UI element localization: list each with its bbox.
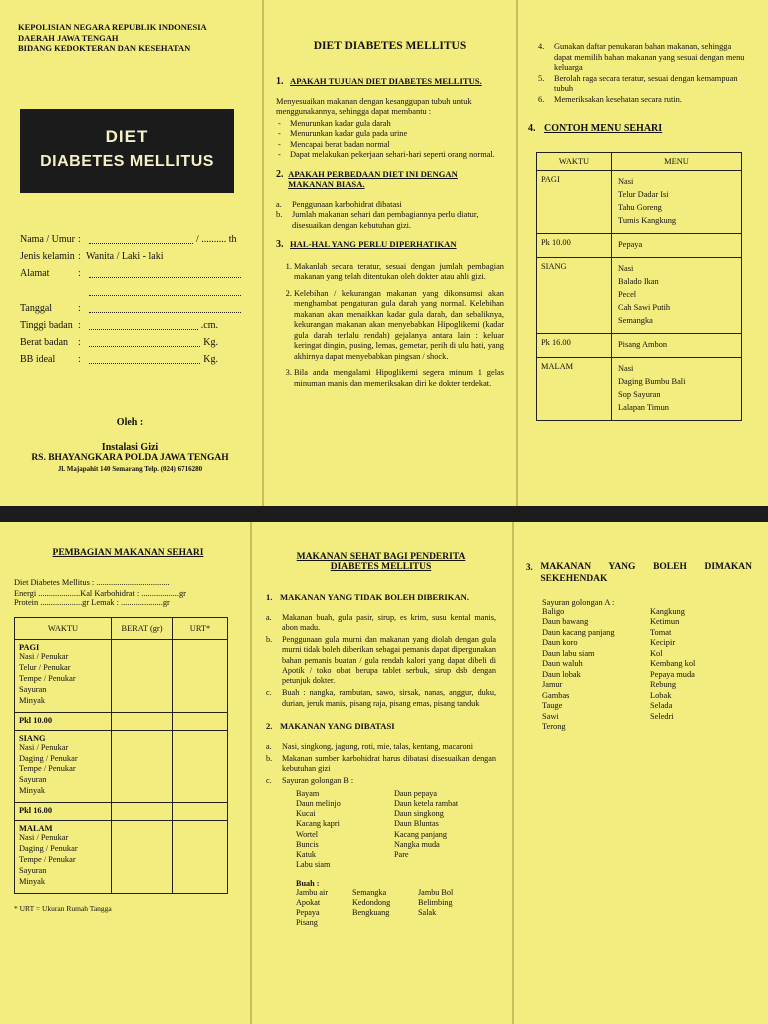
section-3-header: [526, 562, 752, 586]
col-berat: BERAT (gr): [112, 618, 173, 640]
attention-list-cont: [528, 42, 750, 105]
section-1-intro: Menyesuaikan makanan dengan kesanggupan tubuh untuk menggunakannya, sehingga dapat membantu :: [276, 96, 472, 116]
vegetable-item: Nangka muda: [394, 839, 440, 849]
portion-urt: [173, 803, 228, 821]
menu-item: Daging Bumbu Bali: [618, 376, 686, 386]
menu-item: Sop Sayuran: [618, 389, 661, 399]
fruit-title: Buah :: [296, 878, 320, 888]
item-text: Makanan buah, gula pasir, sirup, es krim, susu kental manis, abon madu.: [282, 612, 496, 632]
limited-list: [266, 742, 496, 787]
vegetable-item: Bayam: [296, 788, 320, 798]
portion-row: [15, 640, 228, 713]
item-text: Buah : nangka, rambutan, sawo, sirsak, nanas, anggur, duku, durian, jeruk manis, pisang raja, pisang emas, pisang tanduk: [282, 688, 496, 708]
portion-item: Sayuran: [19, 775, 47, 785]
portion-time-name: Pkl 16.00: [19, 806, 53, 816]
menu-item: Nasi: [618, 263, 634, 273]
vegetable-item: Jamur: [542, 680, 563, 690]
form-row: [20, 354, 244, 365]
vegetable-item: Rebung: [650, 680, 677, 690]
section-3-header: [276, 239, 504, 252]
vegetable-item: Daun labu siam: [542, 648, 595, 658]
portion-time: [15, 640, 112, 713]
section-number: 2.: [266, 720, 273, 731]
vegetable-item: Seledri: [650, 711, 674, 721]
cover-title-line2: DIABETES MELLITUS: [40, 153, 214, 170]
vegetable-item: Wortel: [296, 829, 319, 839]
section-title: CONTOH MENU SEHARI: [544, 123, 663, 134]
vegetable-item: Daun waluh: [542, 659, 583, 669]
menu-item: Balado Ikan: [618, 276, 659, 286]
form-value: Wanita / Laki - laki: [86, 251, 164, 262]
institution-header: [18, 22, 250, 54]
fruit-list: [296, 888, 496, 929]
vegetable-item: Pare: [394, 850, 409, 860]
form-dots: [89, 234, 193, 244]
attention-item: 2. Kelebihan / kekurangan makanan yang dikonsumsi akan menghambat pengaturan gula darah yang normal. Kelebihan makanan akan menaikkan kadar gula darah, dan sebaliknya, kekurangan makanan akan menyebabkan Hipoglikemi (kadar gula darah terlalu rendah) gejalanya antara lain : keluar keringat dingin, pusing, lemas, gemetar, perih di ulu hati, yang akhirnya dapat menyebabkan pingsan / shock.: [294, 289, 504, 363]
cover-title-block: [20, 109, 234, 193]
attention-item: 1. Makanlah secara teratur, sesuai dengan jumlah pembagian makanan yang telah ditentukan oleh dokter atau ahli gizi.: [294, 262, 504, 283]
item-text: Penggunaan gula murni dan makanan yang diolah dengan gula murni tidak boleh diberikan sebagai pemanis dapat dipergunakan bahan pemanis buatan / gula rendah kalori yang dapat dibeli di Apotik / toko obat berupa tablet serbuk, sirup dsb dengan petunjuk dokter.: [282, 635, 496, 686]
section-1-header: [276, 76, 504, 89]
attention-item: 3. Bila anda mengalami Hipoglikemi segera minum 1 gelas minuman manis dan memeriksakan diri ke dokter terdekat.: [294, 368, 504, 389]
portion-title: PEMBAGIAN MAKANAN SEHARI: [52, 548, 204, 558]
attention-item: [538, 95, 750, 106]
hospital-name: RS. BHAYANGKARA POLDA JAWA TENGAH: [31, 453, 229, 463]
menu-item: Lalapan Timun: [618, 402, 669, 412]
form-suffix: .cm.: [200, 320, 218, 331]
portion-item: Tempe / Penukar: [19, 764, 76, 774]
form-sep: :: [78, 303, 81, 314]
form-label: Jenis kelamin: [20, 251, 75, 262]
section-title: MAKANAN YANG DIBATASI: [280, 720, 395, 731]
vegetable-item: Buncis: [296, 839, 319, 849]
item-marker: c.: [266, 776, 272, 786]
portion-time-name: SIANG: [19, 733, 46, 743]
menu-item: Tumis Kangkung: [618, 215, 677, 225]
portion-time: [15, 803, 112, 821]
portion-row: [15, 730, 228, 803]
portion-weight: [112, 803, 173, 821]
form-sep: :: [78, 354, 81, 365]
portion-item: Daging / Penukar: [19, 753, 78, 763]
item-text: Jumlah makanan sehari dan pembagiannya perlu diatur, disesuaikan dengan kebutuhan gizi.: [292, 210, 479, 230]
section-number: 3.: [276, 239, 284, 251]
fold-line: [250, 522, 252, 1024]
goal-item: - Dapat melakukan pekerjaan sehari-hari seperti orang normal.: [290, 150, 504, 161]
goal-item: - Menurunkan kadar gula pada urine: [290, 129, 504, 140]
vegetable-item: Daun Bluntas: [394, 819, 439, 829]
portion-table: [14, 617, 228, 894]
vegetable-item: Kol: [650, 648, 663, 658]
panel-heading: DIET DIABETES MELLITUS: [313, 40, 467, 52]
section-4-header: [528, 123, 750, 136]
cover-title-line1: DIET: [105, 127, 149, 146]
vegetable-item: Sawi: [542, 711, 559, 721]
vegetable-item: Terong: [542, 722, 566, 732]
list-item: [266, 688, 496, 709]
menu-row: [537, 333, 742, 357]
form-dots: [89, 286, 241, 296]
item-number: 6.: [538, 94, 545, 104]
vegetable-item: Lobak: [650, 690, 672, 700]
portion-urt: [173, 730, 228, 803]
vegetable-item: Katuk: [296, 850, 317, 860]
goal-list: [276, 119, 504, 161]
vegetable-item: Baligo: [542, 606, 565, 616]
portion-row: [15, 821, 228, 894]
difference-list: [276, 200, 504, 232]
cover-footer: [18, 417, 242, 473]
vegetable-item: Daun ketela rambat: [394, 798, 459, 808]
portion-item: Tempe / Penukar: [19, 855, 76, 865]
portion-weight: [112, 821, 173, 894]
menu-time: SIANG: [537, 257, 612, 333]
menu-item: Pepaya: [618, 239, 643, 249]
item-marker: b.: [266, 753, 273, 763]
section-number: 3.: [526, 562, 533, 572]
form-dots: [89, 320, 198, 330]
portion-item: Minyak: [19, 876, 46, 886]
fold-line: [516, 0, 518, 506]
item-marker: a.: [266, 741, 272, 751]
section-title: APAKAH TUJUAN DIET DIABETES MELLITUS.: [290, 76, 482, 86]
fruit-item: Belimbing: [418, 897, 453, 907]
form-label: Alamat: [20, 268, 50, 279]
menu-row: [537, 257, 742, 333]
form-dots: [89, 354, 200, 364]
portion-time: [15, 712, 112, 730]
form-label: Nama / Umur: [20, 234, 75, 245]
footnote: * URT = Ukuran Rumah Tangga: [14, 903, 112, 913]
form-label: Tanggal: [20, 303, 53, 314]
item-text: Makanan sumber karbohidrat harus dibatasi disesuaikan dengan kebutuhan gizi: [282, 753, 496, 774]
portion-weight: [112, 712, 173, 730]
item-marker: a.: [266, 612, 272, 622]
form-row: [20, 303, 244, 314]
vegetable-item: Pepaya muda: [650, 669, 695, 679]
portion-item: Telur / Penukar: [19, 662, 71, 672]
form-suffix: Kg.: [203, 337, 218, 348]
form-sep: :: [78, 320, 81, 331]
form-row: [20, 234, 244, 245]
vegetable-b-list: [296, 789, 496, 871]
menu-time: MALAM: [537, 357, 612, 420]
portion-item: Nasi / Penukar: [19, 833, 69, 843]
portion-time-name: PAGI: [19, 643, 40, 652]
menu-items: [612, 333, 742, 357]
section-number: 4.: [528, 123, 536, 134]
by-label: Oleh :: [116, 417, 144, 428]
item-text: Penggunaan karbohidrat dibatasi: [292, 199, 402, 209]
menu-row: [537, 233, 742, 257]
portion-time-name: MALAM: [19, 824, 53, 834]
free-food-panel: [526, 562, 752, 1018]
vegetable-item: Kacang panjang: [394, 829, 447, 839]
form-label: [20, 286, 78, 296]
unit-name: Instalasi Gizi: [101, 442, 159, 453]
menu-table: [536, 152, 742, 421]
brochure-inner-side: [0, 522, 768, 1024]
section-title: MAKANAN YANG TIDAK BOLEH DIBERIKAN.: [280, 592, 470, 602]
difference-item: [276, 200, 504, 211]
portion-item: Nasi / Penukar: [19, 742, 69, 752]
form-sep: :: [78, 234, 81, 245]
vegetable-item: Daun lobak: [542, 669, 581, 679]
portion-row: [15, 803, 228, 821]
vegetable-item: Kangkung: [650, 606, 685, 616]
fold-line: [262, 0, 264, 506]
item-marker: b.: [276, 210, 283, 220]
portion-row: [15, 712, 228, 730]
form-label: Tinggi badan: [20, 320, 73, 331]
section-2-header: [266, 721, 496, 732]
menu-row: [537, 170, 742, 233]
section-title: APAKAH PERBEDAAN DIET INI DENGAN MAKANAN BIASA.: [288, 168, 458, 190]
item-marker: c.: [266, 688, 272, 698]
difference-item: [276, 210, 504, 231]
col-waktu: WAKTU: [537, 152, 612, 170]
list-item: [266, 754, 496, 775]
menu-item: Tahu Goreng: [618, 202, 662, 212]
col-waktu: WAKTU: [15, 618, 112, 640]
menu-row: [537, 357, 742, 420]
section-title: HAL-HAL YANG PERLU DIPERHATIKAN: [290, 239, 457, 250]
diet-line: Diet Diabetes Mellitus : ...................................: [14, 578, 170, 587]
portion-time: [15, 730, 112, 803]
menu-item: Telur Dadar Isi: [618, 189, 669, 199]
list-item: [266, 635, 496, 686]
col-urt: URT*: [173, 618, 228, 640]
attention-list: [276, 262, 504, 390]
vegetable-item: Kecipir: [650, 638, 676, 648]
item-number: 4.: [538, 42, 545, 51]
fold-line: [512, 522, 514, 1024]
form-sep: [78, 286, 86, 296]
list-item: [266, 742, 496, 752]
portion-item: Sayuran: [19, 684, 47, 694]
form-sep: :: [78, 337, 81, 348]
portion-item: Minyak: [19, 786, 46, 796]
item-text: Nasi, singkong, jagung, roti, mie, talas, kentang, macaroni: [282, 741, 473, 751]
institution-line: DAERAH JAWA TENGAH: [18, 32, 119, 43]
vegetable-item: Kembang kol: [650, 659, 696, 669]
menu-items: [612, 233, 742, 257]
fruit-item: Pepaya: [296, 908, 320, 918]
form-sep: :: [78, 268, 81, 279]
item-text: Memeriksakan kesehatan secara rutin.: [554, 94, 682, 104]
section-1-header: [266, 592, 496, 603]
section-2-header: [276, 169, 504, 190]
form-row: [20, 337, 244, 348]
portion-weight: [112, 730, 173, 803]
hospital-address: Jl. Majapahit 140 Semarang Telp. (024) 6716280: [57, 465, 203, 473]
menu-items: [612, 257, 742, 333]
portion-time-name: Pkl 10.00: [19, 715, 53, 725]
section-number: 1.: [276, 76, 284, 87]
brochure-outer-side: [0, 0, 768, 506]
vegetable-item: Ketimun: [650, 617, 680, 627]
form-suffix: / .......... th: [196, 234, 237, 245]
menu-item: Pisang Ambon: [618, 339, 668, 349]
form-sep: :: [78, 251, 81, 262]
panel-title-line2: DIABETES MELLITUS: [330, 562, 432, 572]
vegetable-item: Kacang kapri: [296, 819, 340, 829]
portion-item: Daging / Penukar: [19, 844, 78, 854]
section-title: MAKANAN YANG BOLEH DIMAKAN SEKEHENDAK: [540, 562, 752, 584]
item-marker: a.: [276, 199, 282, 209]
portion-panel: [14, 548, 242, 1018]
fruit-item: Pisang: [296, 918, 318, 928]
form-label: Berat badan: [20, 337, 69, 348]
energy-line: Energi ....................Kal Karbohidrat : ..................gr: [14, 589, 186, 598]
menu-items: [612, 170, 742, 233]
subtitle: Sayuran golongan A :: [542, 597, 615, 607]
cover-panel: [18, 22, 250, 492]
form-row: [20, 286, 244, 296]
portion-time: [15, 821, 112, 894]
vegetable-item: Tauge: [542, 701, 563, 711]
form-suffix: Kg.: [203, 354, 218, 365]
item-text: Gunakan daftar penukaran bahan makanan, sehingga dapat memilih bahan makanan yang sesuai dengan menu keluarga: [554, 42, 745, 72]
vegetable-a-list: [542, 607, 752, 733]
vegetable-item: Daun kacang panjang: [542, 627, 615, 637]
form-dots: [89, 303, 241, 313]
list-item: [266, 776, 496, 786]
portion-urt: [173, 821, 228, 894]
vegetable-item: Daun singkong: [394, 809, 444, 819]
menu-item: Semangka: [618, 315, 653, 325]
section-number: 2.: [276, 168, 284, 180]
patient-form: [20, 234, 244, 371]
portion-urt: [173, 640, 228, 713]
portion-item: Nasi / Penukar: [19, 652, 69, 661]
fruit-item: Apokat: [296, 897, 321, 907]
portion-urt: [173, 712, 228, 730]
fruit-item: Jambu air: [296, 887, 329, 897]
institution-line: BIDANG KEDOKTERAN DAN KESEHATAN: [18, 43, 191, 54]
menu-item: Pecel: [618, 289, 637, 299]
fruit-item: Salak: [418, 908, 437, 918]
vegetable-item: Daun bawang: [542, 617, 589, 627]
vegetable-item: Kucai: [296, 809, 316, 819]
form-row: [20, 251, 244, 262]
item-text: Sayuran golongan B :: [282, 776, 354, 786]
section-number: 1.: [266, 592, 273, 602]
vegetable-item: Tomat: [650, 627, 672, 637]
col-menu: MENU: [612, 152, 742, 170]
menu-time: PAGI: [537, 170, 612, 233]
fruit-item: Kedondong: [352, 897, 391, 907]
menu-time: Pk 10.00: [537, 233, 612, 257]
healthy-food-panel: [266, 552, 496, 1018]
portion-item: Minyak: [19, 695, 46, 705]
panel-title-line1: MAKANAN SEHAT BAGI PENDERITA: [296, 552, 466, 562]
vegetable-item: Daun pepaya: [394, 788, 437, 798]
institution-line: KEPOLISIAN NEGARA REPUBLIK INDONESIA: [18, 22, 207, 32]
item-marker: b.: [266, 635, 273, 645]
vegetable-item: Daun melinjo: [296, 798, 341, 808]
item-text: Berolah raga secara teratur, sesuai dengan kemampuan tubuh: [554, 73, 738, 93]
form-row: [20, 320, 244, 331]
forbidden-list: [266, 613, 496, 709]
list-item: [266, 613, 496, 634]
form-dots: [89, 337, 200, 347]
fruit-item: Bengkuang: [352, 908, 390, 918]
form-row: [20, 268, 244, 279]
attention-item: [538, 74, 750, 95]
menu-time: Pk 16.00: [537, 333, 612, 357]
fruit-item: Jambu Bol: [418, 887, 454, 897]
attention-item: [538, 42, 750, 74]
fruit-item: Semangka: [352, 887, 387, 897]
menu-item: Cah Sawi Putih: [618, 302, 671, 312]
vegetable-item: Labu siam: [296, 860, 331, 870]
vegetable-item: Selada: [650, 701, 673, 711]
protein-line: Protein ....................gr Lemak : ....................gr: [14, 598, 170, 607]
item-number: 5.: [538, 73, 545, 83]
vegetable-item: Gambas: [542, 690, 570, 700]
goal-item: - Mencapai berat badan normal: [290, 140, 504, 151]
goal-item: - Menurunkan kadar gula darah: [290, 119, 504, 130]
portion-item: Tempe / Penukar: [19, 673, 76, 683]
diet-info-panel: [276, 40, 504, 490]
form-dots: [89, 268, 241, 278]
form-label: BB ideal: [20, 354, 56, 365]
menu-items: [612, 357, 742, 420]
menu-item: Nasi: [618, 363, 634, 373]
menu-panel: [528, 42, 750, 492]
portion-weight: [112, 640, 173, 713]
vegetable-item: Daun koro: [542, 638, 578, 648]
portion-item: Sayuran: [19, 865, 47, 875]
menu-item: Nasi: [618, 176, 634, 186]
